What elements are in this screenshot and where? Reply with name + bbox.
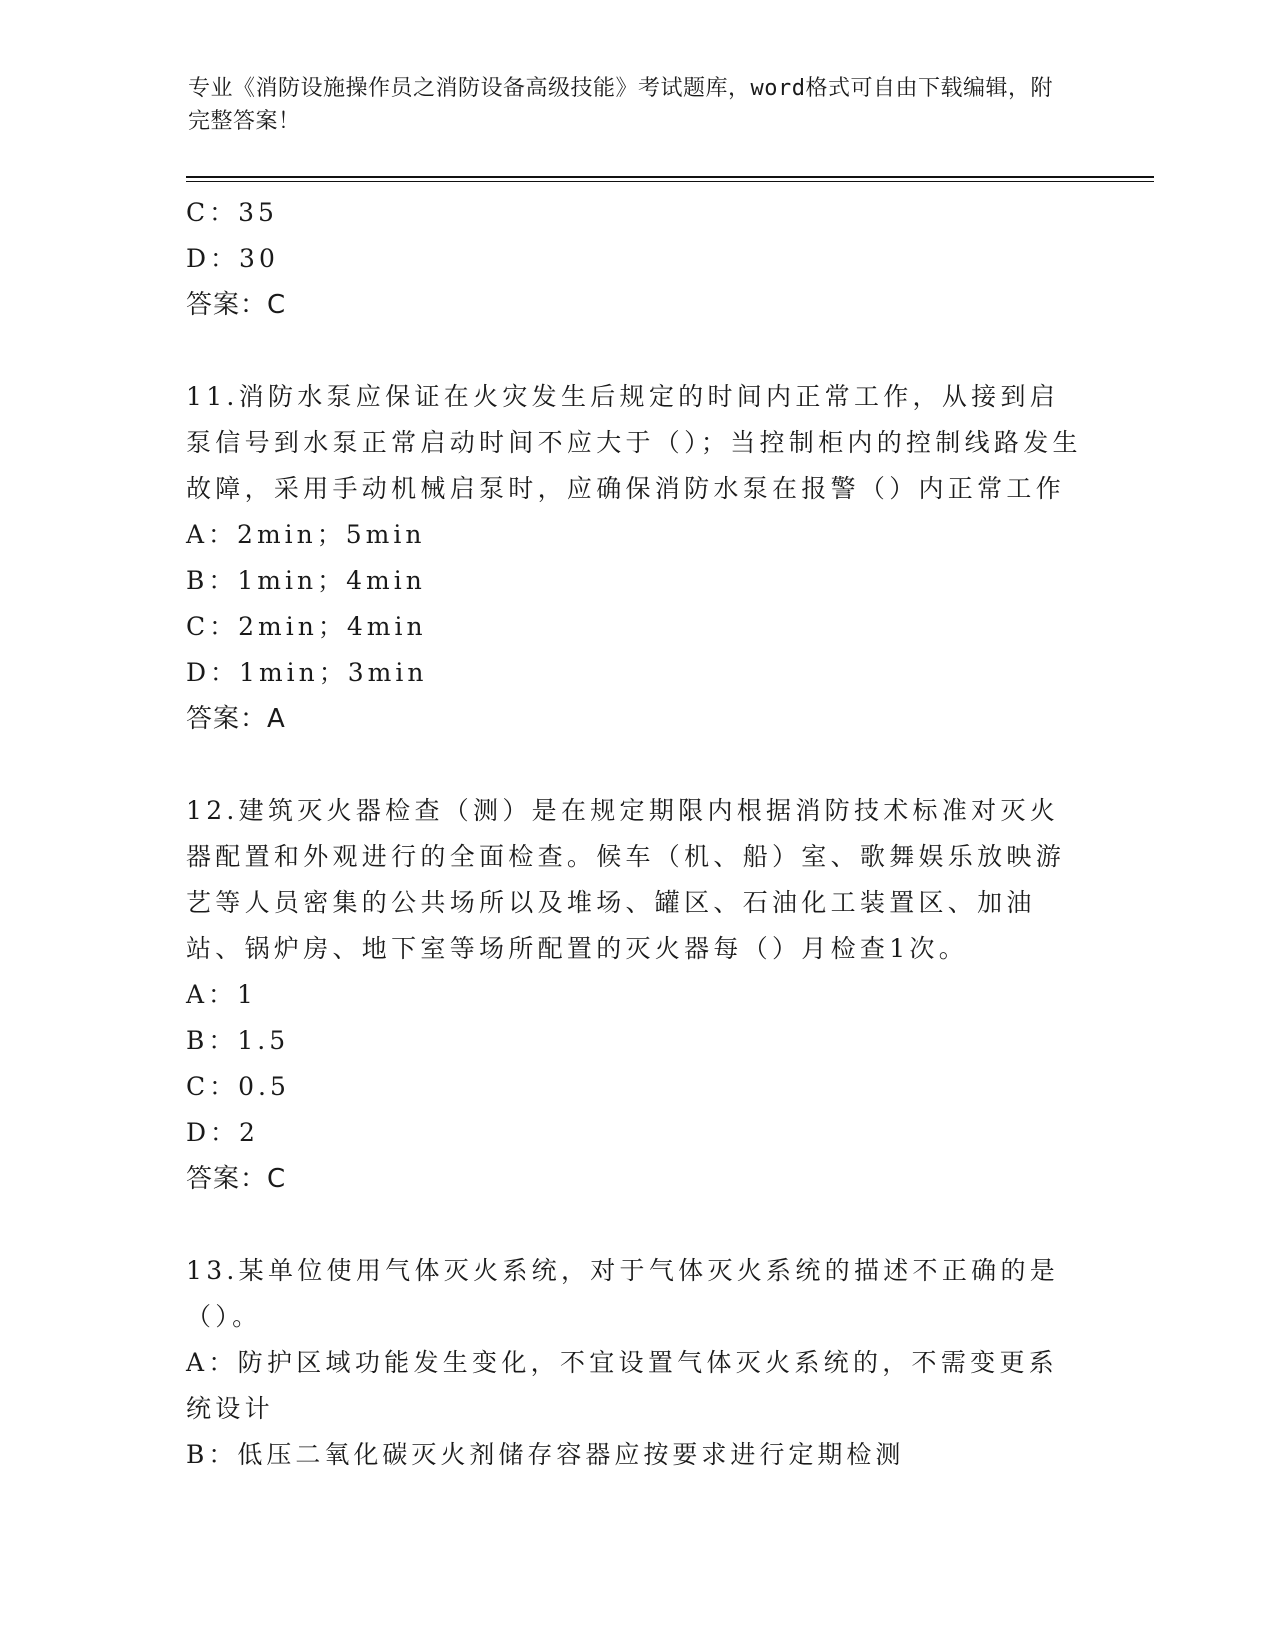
header-rule-thick [186,176,1154,178]
option-d: D：1min；3min [186,658,428,687]
option-c: C：2min；4min [186,612,427,641]
spacer [186,742,1086,788]
answer-line: 答案：A [186,704,286,734]
option-a: A：1 [186,980,257,1009]
document-body [186,190,1086,1478]
question-stem: 11.消防水泵应保证在火灾发生后规定的时间内正常工作，从接到启泵信号到水泵正常启动时间不应大于（）；当控制柜内的控制线路发生故障，采用手动机械启泵时，应确保消防水泵在报警（）内正常工作 [186,382,1082,503]
question-stem: 13.某单位使用气体灭火系统，对于气体灭火系统的描述不正确的是（）。 [186,1256,1060,1331]
spacer [186,328,1086,374]
spacer [186,1202,1086,1248]
page-header: 专业《消防设施操作员之消防设备高级技能》考试题库，word格式可自由下载编辑，附完整答案！ [188,76,1053,134]
option-b: B：1min；4min [186,566,426,595]
option-d: D：30 [186,244,279,273]
option-b: B：1.5 [186,1026,290,1055]
option-a: A：防护区域功能发生变化，不宜设置气体灭火系统的，不需变更系统设计 [186,1348,1059,1423]
question-stem: 12.建筑灭火器检查（测）是在规定期限内根据消防技术标准对灭火器配置和外观进行的全面检查。候车（机、船）室、歌舞娱乐放映游艺等人员密集的公共场所以及堆场、罐区、石油化工装置区、加油站、锅炉房、地下室等场所配置的灭火器每（）月检查1次。 [186,796,1066,963]
header-rule-thin [186,181,1154,182]
option-b: B：低压二氧化碳灭火剂储存容器应按要求进行定期检测 [186,1440,905,1469]
option-d: D：2 [186,1118,259,1147]
answer-line: 答案：C [186,290,287,320]
option-a: A：2min；5min [186,520,426,549]
option-c: C：0.5 [186,1072,290,1101]
option-c: C：35 [186,198,278,227]
answer-line: 答案：C [186,1164,287,1194]
